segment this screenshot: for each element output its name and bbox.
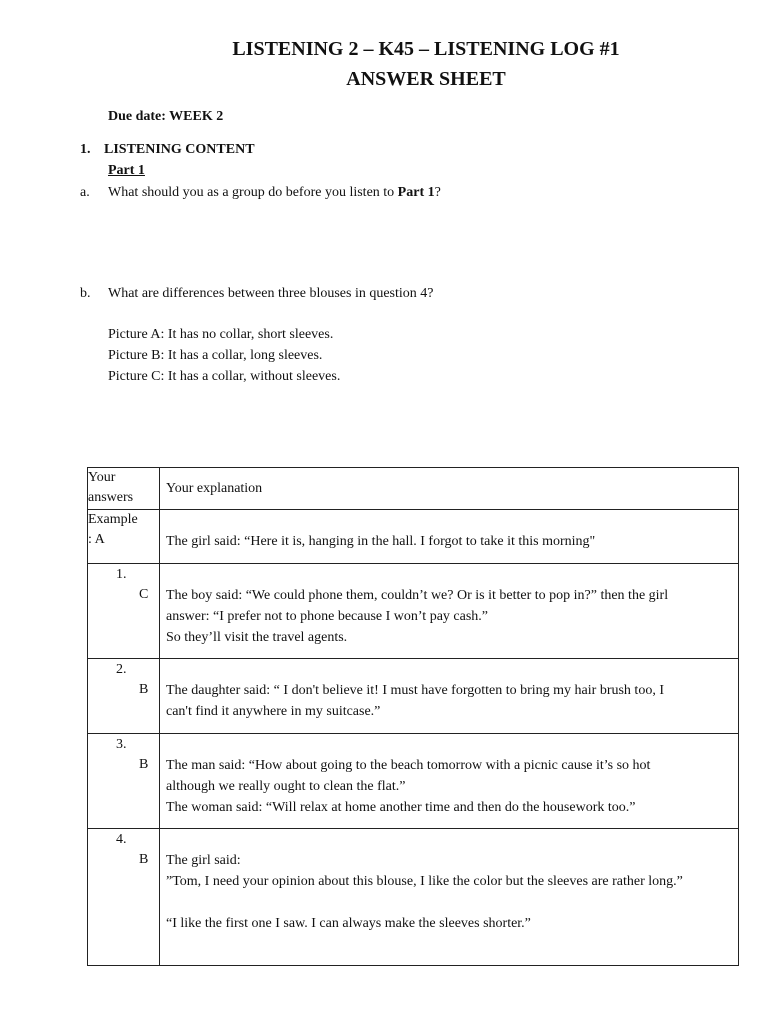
question-number: 3. <box>116 737 127 752</box>
part-heading: Part 1 <box>108 163 145 178</box>
answer-letter: B <box>139 682 149 697</box>
question-b-text: What are differences between three blouses in question 4? <box>108 286 434 301</box>
table-header-row <box>88 468 739 510</box>
picture-a-description: Picture A: It has no collar, short sleeves. <box>108 327 334 342</box>
answer-cell-2 <box>88 659 160 734</box>
example-label: Example : A <box>88 510 160 564</box>
answer-letter: C <box>139 587 149 602</box>
question-a-text: What should you as a group do before you listen to Part 1? <box>108 185 441 200</box>
table-row-example <box>88 510 739 564</box>
picture-c-description: Picture C: It has a collar, without sleeves. <box>108 369 341 384</box>
page-title-line1: LISTENING 2 – K45 – LISTENING LOG #1 <box>232 38 620 60</box>
picture-b-description: Picture B: It has a collar, long sleeves. <box>108 348 323 363</box>
header-your-answers: Your answers <box>88 468 160 510</box>
explanation-cell-4: The girl said: ”Tom, I need your opinion about this blouse, I like the color but the sleeves are rather long.” “I like the first one I saw. I can always make the sleeves shorter.” <box>160 829 739 966</box>
answer-cell-3 <box>88 734 160 829</box>
question-b-letter: b. <box>80 286 91 301</box>
explanation-cell-1: The boy said: “We could phone them, couldn’t we? Or is it better to pop in?” then the girl answer: “I prefer not to phone because I won’t pay cash.” So they’ll visit the travel agents. <box>160 564 739 659</box>
header-your-explanation: Your explanation <box>160 468 739 510</box>
explanation-cell-2: The daughter said: “ I don't believe it! I must have forgotten to bring my hair brush too, I can't find it anywhere in my suitcase.” <box>160 659 739 734</box>
answer-letter: B <box>139 852 149 867</box>
table-row <box>88 734 739 829</box>
answer-cell-4 <box>88 829 160 966</box>
table-row <box>88 659 739 734</box>
question-a-letter: a. <box>80 185 90 200</box>
table-row <box>88 564 739 659</box>
section-number: 1. <box>80 142 91 157</box>
due-date: Due date: WEEK 2 <box>108 109 224 124</box>
question-number: 4. <box>116 832 127 847</box>
page-title-line2: ANSWER SHEET <box>346 68 506 90</box>
table-row <box>88 829 739 966</box>
answer-table <box>87 467 739 966</box>
answer-cell-1 <box>88 564 160 659</box>
section-heading: LISTENING CONTENT <box>104 142 255 157</box>
example-explanation: The girl said: “Here it is, hanging in the hall. I forgot to take it this morning" <box>160 510 739 564</box>
question-number: 2. <box>116 662 127 677</box>
question-number: 1. <box>116 567 127 582</box>
explanation-cell-3: The man said: “How about going to the beach tomorrow with a picnic cause it’s so hot although we really ought to clean the flat.” The woman said: “Will relax at home another time and then do the housework too.” <box>160 734 739 829</box>
answer-letter: B <box>139 757 149 772</box>
